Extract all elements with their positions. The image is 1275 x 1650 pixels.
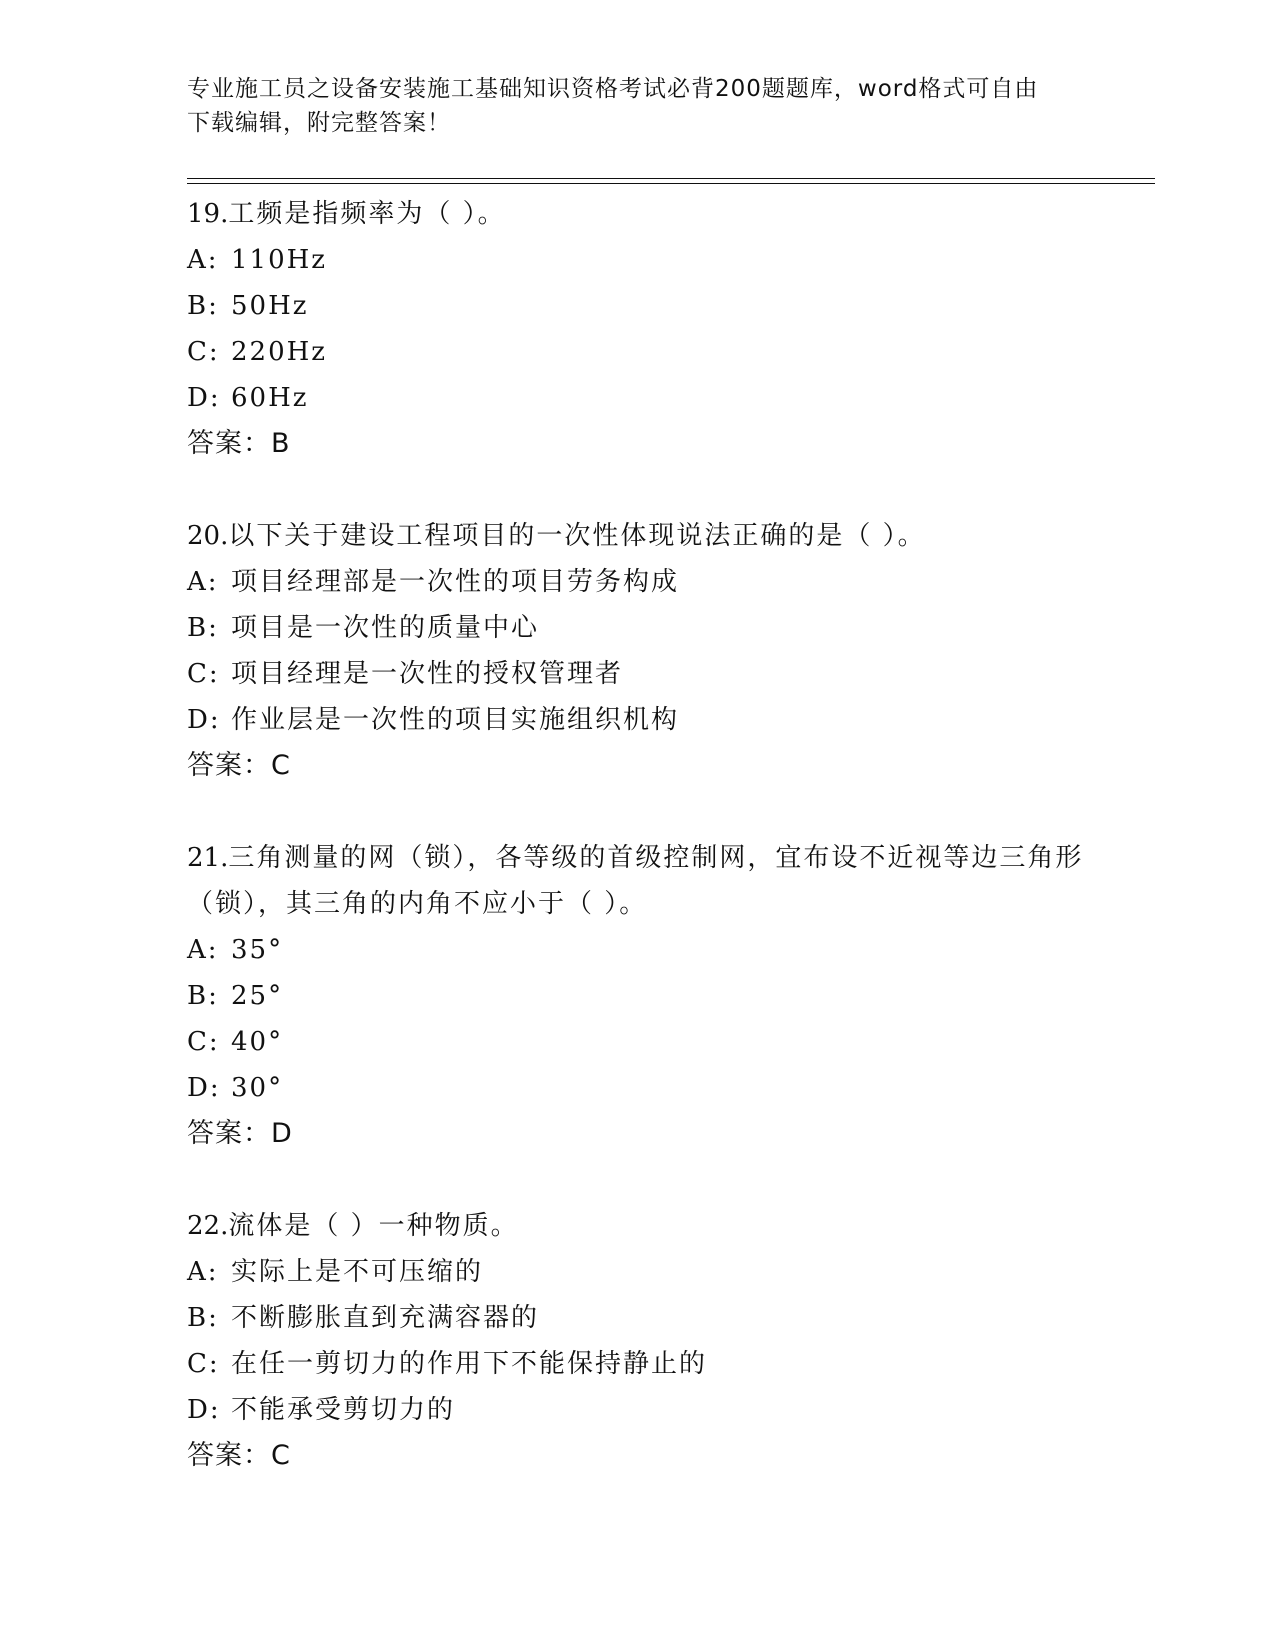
option-a bbox=[187, 1249, 1147, 1295]
question-text: 以下关于建设工程项目的一次性体现说法正确的是（ ）。 bbox=[228, 521, 926, 551]
option-text: 在任一剪切力的作用下不能保持静止的 bbox=[231, 1349, 708, 1379]
option-label: D: bbox=[187, 705, 221, 735]
question-stem bbox=[187, 1203, 1087, 1249]
question-20 bbox=[187, 513, 1147, 789]
option-c bbox=[187, 329, 1147, 375]
question-stem bbox=[187, 835, 1087, 927]
question-stem bbox=[187, 191, 1087, 237]
question-19 bbox=[187, 191, 1147, 467]
question-number: 22. bbox=[187, 1211, 229, 1241]
option-b bbox=[187, 973, 1147, 1019]
question-text: 三角测量的网（锁），各等级的首级控制网，宜布设不近视等边三角形（锁），其三角的内角不应小于（ ）。 bbox=[187, 843, 1084, 919]
option-label: A: bbox=[187, 245, 219, 275]
answer-line: 答案：C bbox=[187, 1440, 291, 1471]
option-text: 40° bbox=[231, 1027, 284, 1057]
answer-line: 答案：D bbox=[187, 1118, 293, 1149]
option-text: 35° bbox=[231, 935, 284, 965]
option-text: 不断膨胀直到充满容器的 bbox=[231, 1303, 540, 1333]
header-divider-bottom bbox=[187, 183, 1155, 184]
option-d bbox=[187, 1387, 1147, 1433]
option-text: 60Hz bbox=[231, 383, 309, 413]
option-label: D: bbox=[187, 383, 221, 413]
option-label: A: bbox=[187, 1257, 219, 1287]
answer-line: 答案：B bbox=[187, 428, 291, 459]
option-text: 110Hz bbox=[231, 245, 327, 275]
option-c bbox=[187, 1341, 1147, 1387]
option-label: A: bbox=[187, 935, 219, 965]
question-list bbox=[187, 191, 1147, 1525]
option-d bbox=[187, 1065, 1147, 1111]
option-label: B: bbox=[187, 613, 219, 643]
option-text: 25° bbox=[231, 981, 284, 1011]
option-label: C: bbox=[187, 659, 220, 689]
question-number: 21. bbox=[187, 843, 229, 873]
option-c bbox=[187, 1019, 1147, 1065]
question-number: 19. bbox=[187, 199, 229, 229]
option-text: 30° bbox=[231, 1073, 284, 1103]
question-22 bbox=[187, 1203, 1147, 1479]
option-text: 项目是一次性的质量中心 bbox=[231, 613, 540, 643]
header-divider-top bbox=[187, 178, 1155, 179]
option-label: C: bbox=[187, 1027, 220, 1057]
question-text: 流体是（ ）一种物质。 bbox=[228, 1211, 519, 1241]
option-label: C: bbox=[187, 1349, 220, 1379]
option-d bbox=[187, 697, 1147, 743]
header-line-2: 下载编辑，附完整答案！ bbox=[187, 110, 451, 136]
option-text: 实际上是不可压缩的 bbox=[231, 1257, 484, 1287]
option-text: 不能承受剪切力的 bbox=[231, 1395, 456, 1425]
option-b bbox=[187, 283, 1147, 329]
option-c bbox=[187, 651, 1147, 697]
option-label: D: bbox=[187, 1073, 221, 1103]
option-a bbox=[187, 927, 1147, 973]
option-text: 项目经理是一次性的授权管理者 bbox=[231, 659, 624, 689]
option-label: B: bbox=[187, 981, 219, 1011]
option-text: 项目经理部是一次性的项目劳务构成 bbox=[231, 567, 680, 597]
option-label: A: bbox=[187, 567, 219, 597]
question-21 bbox=[187, 835, 1147, 1157]
question-stem bbox=[187, 513, 1087, 559]
option-label: B: bbox=[187, 1303, 219, 1333]
option-text: 50Hz bbox=[231, 291, 309, 321]
option-label: B: bbox=[187, 291, 219, 321]
option-label: D: bbox=[187, 1395, 221, 1425]
option-b bbox=[187, 1295, 1147, 1341]
option-label: C: bbox=[187, 337, 220, 367]
option-text: 220Hz bbox=[231, 337, 327, 367]
answer-line: 答案：C bbox=[187, 750, 291, 781]
question-number: 20. bbox=[187, 521, 229, 551]
option-a bbox=[187, 559, 1147, 605]
option-b bbox=[187, 605, 1147, 651]
header-line-1: 专业施工员之设备安装施工基础知识资格考试必背200题题库，word格式可自由 bbox=[187, 76, 1039, 102]
option-d bbox=[187, 375, 1147, 421]
document-header bbox=[187, 72, 1087, 140]
question-text: 工频是指频率为（ ）。 bbox=[228, 199, 506, 229]
option-a bbox=[187, 237, 1147, 283]
option-text: 作业层是一次性的项目实施组织机构 bbox=[231, 705, 680, 735]
